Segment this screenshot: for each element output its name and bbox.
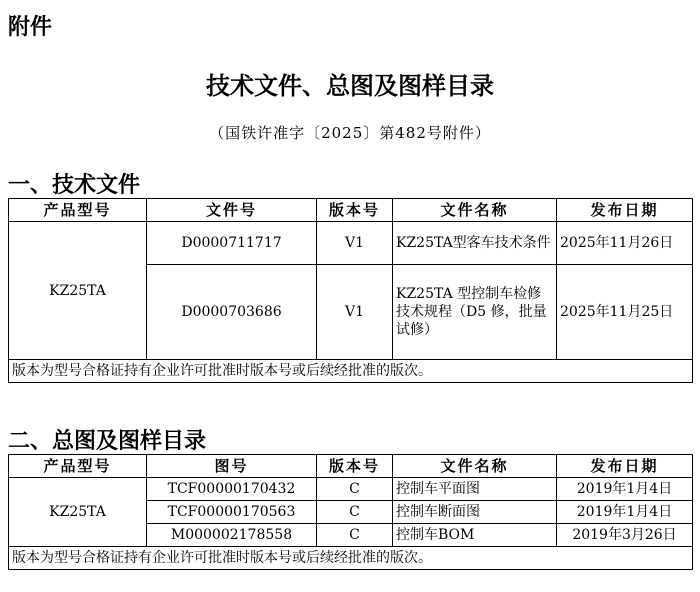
page-title: 技术文件、总图及图样目录 xyxy=(206,71,494,100)
column-header: 版本号 xyxy=(317,199,393,222)
column-header: 产品型号 xyxy=(9,199,147,222)
release-date-cell: 2025年11月26日 xyxy=(557,222,693,265)
table-header-row xyxy=(9,199,693,222)
release-date-cell: 2019年3月26日 xyxy=(557,524,693,547)
column-header: 文件名称 xyxy=(393,199,557,222)
version-cell: V1 xyxy=(317,222,393,265)
doc-name-cell: 控制车BOM xyxy=(393,524,557,547)
drawing-number-cell: M000002178558 xyxy=(147,524,317,547)
table-note: 版本为型号合格证持有企业许可批准时版本号或后续经批准的版次。 xyxy=(9,547,693,570)
product-model-cell: KZ25TA xyxy=(9,222,147,360)
attachment-label: 附件 xyxy=(8,14,53,40)
column-header: 产品型号 xyxy=(9,455,147,478)
version-cell: V1 xyxy=(317,265,393,360)
page-subtitle: （国铁许准字〔2025〕第482号附件） xyxy=(209,124,491,142)
column-header: 版本号 xyxy=(317,455,393,478)
release-date-cell: 2019年1月4日 xyxy=(557,478,693,501)
doc-name-cell: 控制车平面图 xyxy=(393,478,557,501)
column-header: 文件号 xyxy=(147,199,317,222)
table-header-row xyxy=(9,455,693,478)
column-header: 图号 xyxy=(147,455,317,478)
column-header: 文件名称 xyxy=(393,455,557,478)
section-2-heading: 二、总图及图样目录 xyxy=(8,428,207,454)
technical-documents-table xyxy=(8,198,693,383)
release-date-cell: 2025年11月25日 xyxy=(557,265,693,360)
column-header: 发布日期 xyxy=(557,455,693,478)
drawing-number-cell: TCF00000170563 xyxy=(147,501,317,524)
table-note-row xyxy=(9,547,693,570)
doc-name-cell: 控制车断面图 xyxy=(393,501,557,524)
version-cell: C xyxy=(317,524,393,547)
product-model-cell: KZ25TA xyxy=(9,478,147,547)
version-cell: C xyxy=(317,478,393,501)
drawing-number-cell: TCF00000170432 xyxy=(147,478,317,501)
doc-number-cell: D0000703686 xyxy=(147,265,317,360)
table-note-row xyxy=(9,360,693,383)
version-cell: C xyxy=(317,501,393,524)
doc-number-cell: D0000711717 xyxy=(147,222,317,265)
drawings-table xyxy=(8,454,693,570)
doc-name-cell: KZ25TA型客车技术条件 xyxy=(393,222,557,265)
release-date-cell: 2019年1月4日 xyxy=(557,501,693,524)
table-note: 版本为型号合格证持有企业许可批准时版本号或后续经批准的版次。 xyxy=(9,360,693,383)
doc-name-cell: KZ25TA 型控制车检修技术规程（D5 修，批量试修） xyxy=(393,265,557,360)
column-header: 发布日期 xyxy=(557,199,693,222)
table-row xyxy=(9,222,693,265)
table-row xyxy=(9,478,693,501)
section-1-heading: 一、技术文件 xyxy=(8,172,141,198)
